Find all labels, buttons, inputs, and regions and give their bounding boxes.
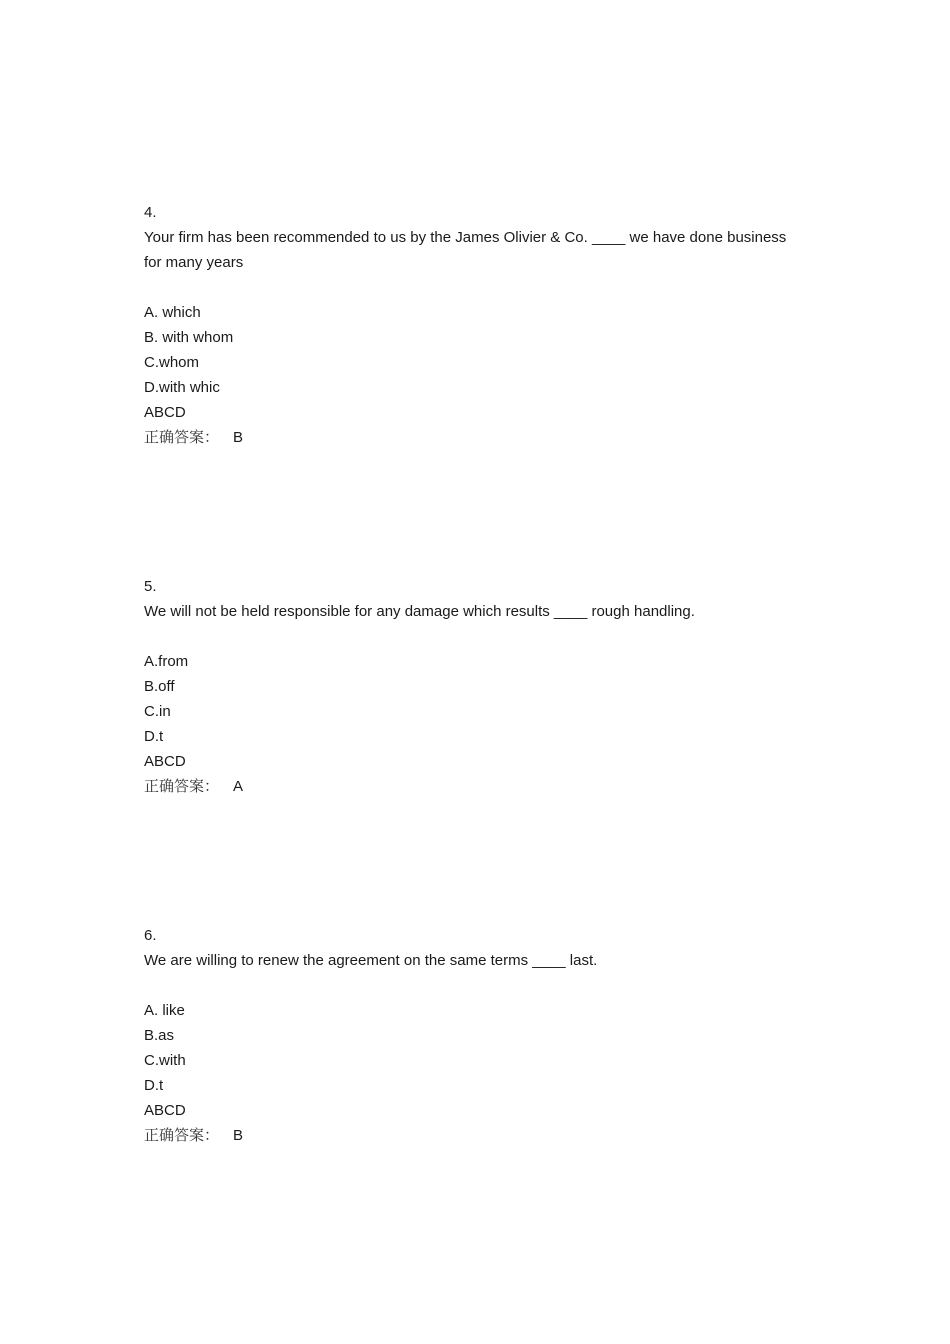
question-stem-line: Your firm has been recommended to us by the James Olivier & Co. ____ we have done business [144,229,787,246]
option-a: A.from [144,653,189,670]
blank-line [144,624,824,649]
choices-line: ABCD [144,753,186,770]
answer-value: B [233,1127,244,1144]
question-stem-line: for many years [144,254,244,271]
correct-answer [144,774,824,799]
question-number: 5. [144,578,157,595]
question-block [144,200,824,450]
option-a: A. like [144,1002,185,1019]
blank-line [144,275,824,300]
choices-line: ABCD [144,1102,186,1119]
correct-answer [144,1123,824,1148]
answer-label: 正确答案： [144,428,220,446]
question-stem-line: We are willing to renew the agreement on the same terms ____ last. [144,952,598,969]
answer-label: 正确答案： [144,1126,220,1144]
question-block [144,574,824,799]
answer-value: A [233,778,244,795]
question-block [144,923,824,1148]
blank-line [144,973,824,998]
correct-answer [144,425,824,450]
option-c: C.with [144,1052,186,1069]
choices-line: ABCD [144,404,186,421]
option-d: D.with whic [144,379,220,396]
question-stem-line: We will not be held responsible for any damage which results ____ rough handling. [144,603,695,620]
question-number: 4. [144,204,157,221]
answer-value: B [233,429,244,446]
option-b: B. with whom [144,329,234,346]
option-c: C.in [144,703,171,720]
answer-label: 正确答案： [144,777,220,795]
option-d: D.t [144,728,164,745]
question-number: 6. [144,927,157,944]
option-b: B.as [144,1027,175,1044]
option-c: C.whom [144,354,200,371]
option-b: B.off [144,678,175,695]
option-d: D.t [144,1077,164,1094]
option-a: A. which [144,304,201,321]
